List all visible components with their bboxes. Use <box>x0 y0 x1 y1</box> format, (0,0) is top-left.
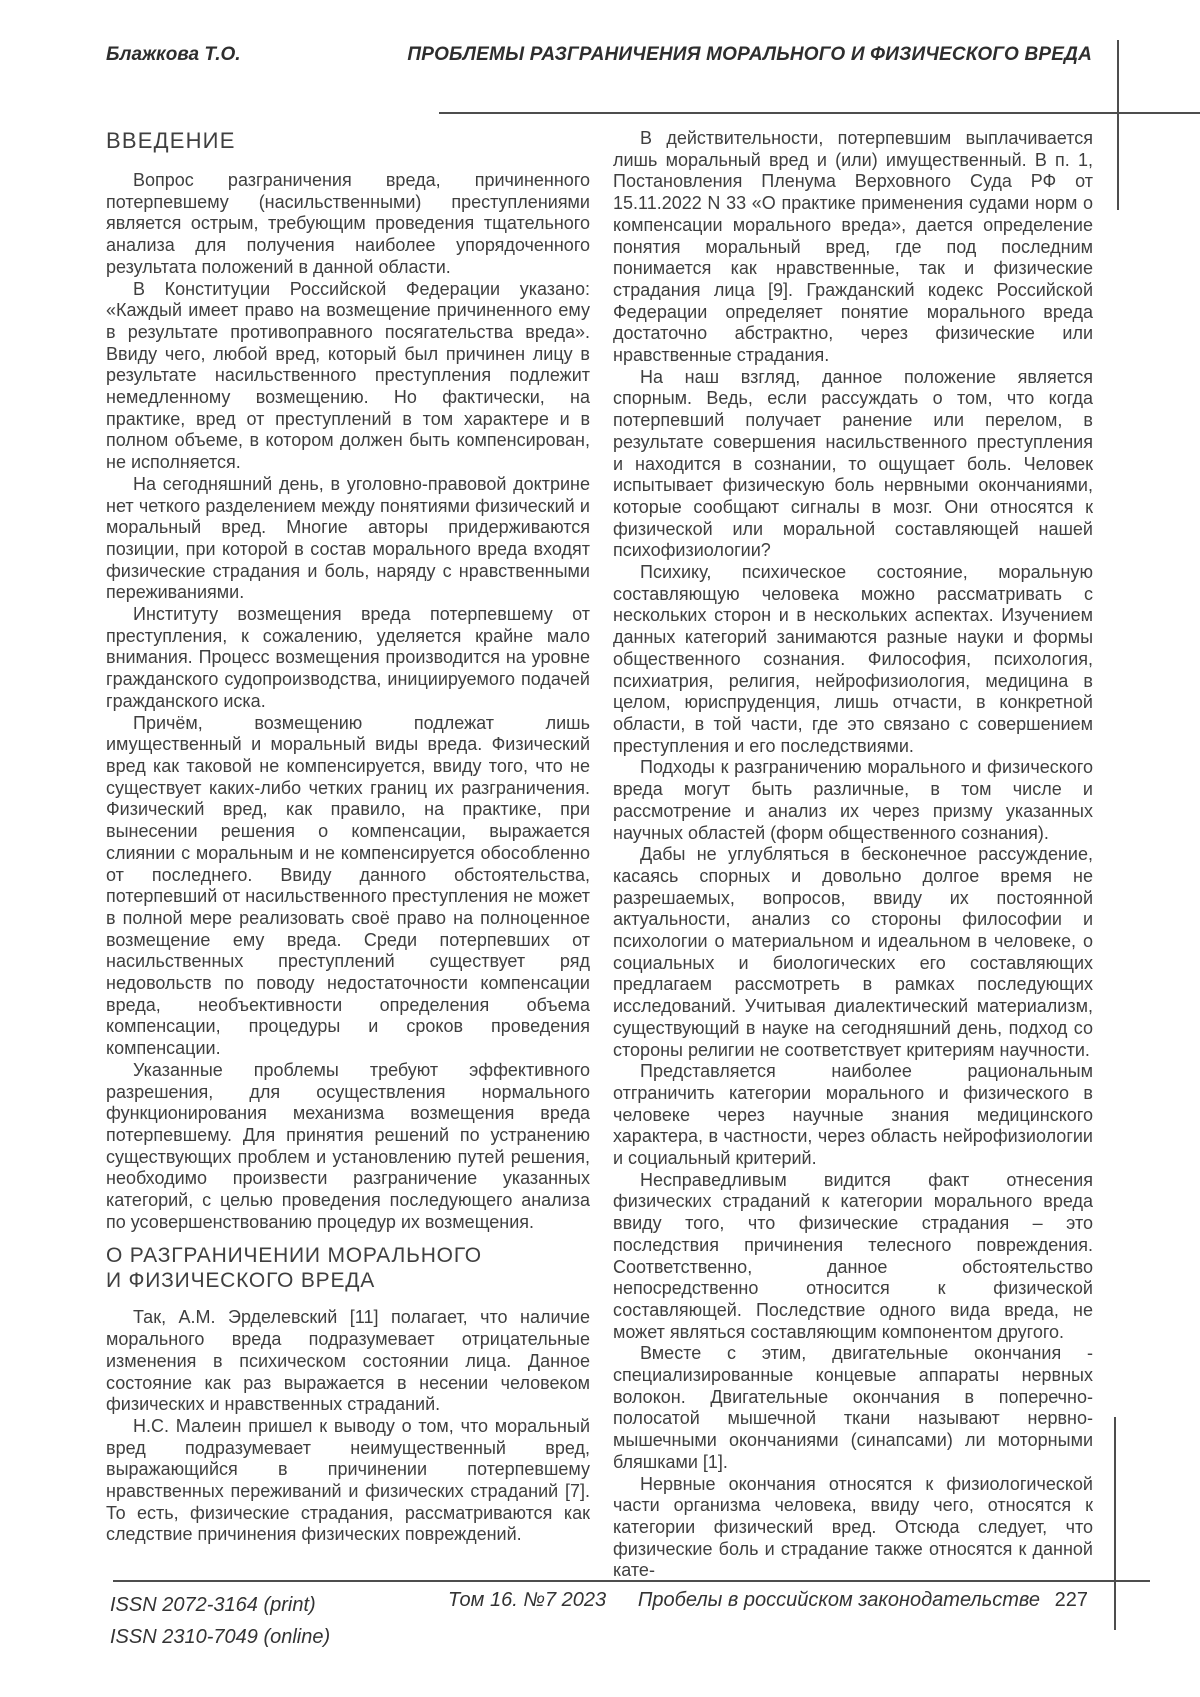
paragraph: В Конституции Российской Федерации указано: «Каждый имеет право на возмещение причиненного ему в результате противоправного посягательства вреда». Ввиду чего, любой вред, который был причинен лицу в результате насильственного преступления подлежит немедленному возмещению. Но фактически, на практике, вред от преступлений в том характере и в полном объеме, в котором должен быть компенсирован, не исполняется. <box>106 278 590 473</box>
header-rule <box>439 112 1200 114</box>
paragraph: Институту возмещения вреда потерпевшему от преступления, к сожалению, уделяется крайне мало внимания. Процесс возмещения производится на уровне гражданского судопроизводства, инициируемого подачей гражданского иска. <box>106 604 590 711</box>
right-column <box>613 128 1093 1582</box>
footer-issn-print: ISSN 2072-3164 (print) <box>110 1594 316 1616</box>
paragraph: Дабы не углубляться в бесконечное рассуждение, касаясь спорных и довольно долгое время не разрешаемых, вопросов, ввиду их постоянной актуальности, анализ со стороны философии и психологии о материальном и идеальном в человеке, о социальных и биологических его составляющих предлагаем рассмотреть в рамках последующих исследований. Учитывая диалектический материализм, существующий в науке на сегодняшний день, подход со стороны религии не соответствует критериям научности. <box>613 844 1093 1060</box>
left-column <box>106 128 590 1582</box>
paragraph: Несправедливым видится факт отнесения физических страданий к категории морального вреда ввиду того, что физические страдания – это последствия причинения телесного повреждения. Соответственно, данное обстоятельство непосредственно относится к физической составляющей. Последствие одного вида вреда, не может являться составляющим компонентом другого. <box>613 1169 1093 1342</box>
footer-journal-title: Пробелы в российском законодательстве <box>637 1589 1040 1611</box>
paragraph: На сегодняшний день, в уголовно-правовой доктрине нет четкого разделением между понятиями физический и моральный вред. Многие авторы придерживаются позиции, при которой в состав морального вреда входят физические страдания и боль, наряду с нравственными переживаниями. <box>106 473 590 603</box>
column-divider-bottom <box>1114 1417 1116 1630</box>
column-divider-top <box>1117 40 1119 210</box>
footer-volume: Том 16. №7 2023 <box>448 1589 607 1611</box>
paragraph: На наш взгляд, данное положение является спорным. Ведь, если рассуждать о том, что когда потерпевший получает ранение или перелом, в результате совершения насильственного преступления и находится в сознании, то ощущает боль. Человек испытывает физическую боль нервными окончаниями, которые сообщают сигналы в мозг. Они относятся к физической или моральной составляющей нашей психофизиологии? <box>613 366 1093 561</box>
paragraph: Представляется наиболее рациональным отграничить категории морального и физического в человеке через научные знания медицинского характера, в частности, через область нейрофизиологии и социальный критерий. <box>613 1061 1093 1169</box>
running-header-title: ПРОБЛЕМЫ РАЗГРАНИЧЕНИЯ МОРАЛЬНОГО И ФИЗИЧЕСКОГО ВРЕДА <box>407 44 1092 65</box>
paragraph: Так, А.М. Эрделевский [11] полагает, что наличие морального вреда подразумевает отрицательные изменения в психическом состоянии лица. Данное состояние как раз выражается в несении человеком физических и нравственных страданий. <box>106 1307 590 1415</box>
paragraph: Психику, психическое состояние, моральную составляющую человека можно рассматривать с нескольких сторон и в нескольких аспектах. Изучением данных категорий занимаются разные науки и формы общественного сознания. Философия, психология, психиатрия, религия, нейрофизиология, медицина в целом, юриспруденция, лишь отчасти, в конкретной области, в той части, где это связано с совершением преступления и его последствиями. <box>613 562 1093 756</box>
introduction-heading: ВВЕДЕНИЕ <box>106 128 236 153</box>
article-body <box>106 128 1093 1582</box>
footer-issn-online: ISSN 2310-7049 (online) <box>110 1626 331 1648</box>
footer-rule <box>113 1580 1150 1582</box>
paragraph: Н.С. Малеин пришел к выводу о том, что моральный вред подразумевает неимущественный вред, выражающийся в причинении потерпевшему нравственных переживаний и физических страданий [7]. То есть, физические страдания, рассматриваются как следствие причинения физических повреждений. <box>106 1415 590 1545</box>
section-heading-line2: И ФИЗИЧЕСКОГО ВРЕДА <box>106 1269 376 1293</box>
footer-page-number: 227 <box>1054 1589 1088 1611</box>
paragraph: Причём, возмещению подлежат лишь имущественный и моральный виды вреда. Физический вред как таковой не компенсируется, ввиду того, что не существует каких-либо четких границ их разграничения. Физический вред, как правило, на практике, при вынесении решения о компенсации, выражается слиянии с моральным и не компенсируется обособленно от последнего. Ввиду данного обстоятельства, потерпевший от насильственного преступления не может в полной мере реализовать своё право на полноценное возмещение ему вреда. Среди потерпевших от насильственных преступлений существует ряд недовольств по поводу недостаточности компенсации вреда, необъективности определения объема компенсации, процедуры и сроков проведения компенсации. <box>106 712 590 1059</box>
section-heading-line1: О РАЗГРАНИЧЕНИИ МОРАЛЬНОГО <box>106 1244 482 1268</box>
paragraph: Подходы к разграничению морального и физического вреда могут быть различные, в том числе и рассмотрение и анализ их через призму указанных научных областей (форм общественного сознания). <box>613 757 1093 843</box>
paragraph: В действительности, потерпевшим выплачивается лишь моральный вред и (или) имущественный. В п. 1, Постановления Пленума Верховного Суда РФ от 15.11.2022 N 33 «О практике применения судами норм о компенсации морального вреда», дается определение понятия моральный вред, где под последним понимается как нравственные, так и физические страдания лица [9]. Гражданский кодекс Российской Федерации определяет понятие морального вреда достаточно абстрактно, через физические или нравственные страдания. <box>613 128 1093 366</box>
running-header-author: Блажкова Т.О. <box>106 44 241 65</box>
paragraph: Вместе с этим, двигательные окончания - специализированные концевые аппараты нервных волокон. Двигательные окончания в поперечно-полосатой мышечной ткани называют нервно-мышечными окончаниями (синапсами) ли моторными бляшками [1]. <box>613 1343 1093 1472</box>
paragraph: Вопрос разграничения вреда, причиненного потерпевшему (насильственными) преступлениями является острым, требующим проведения тщательного анализа для получения наиболее упорядоченного результата положений в данной области. <box>106 170 590 277</box>
paragraph: Нервные окончания относятся к физиологической части организма человека, ввиду чего, относятся к категории физический вред. Отсюда следует, что физические боль и страдание также относятся к данной кате- <box>613 1473 1093 1581</box>
section-heading <box>106 1243 590 1293</box>
footer-issn <box>110 1589 330 1653</box>
paragraph: Указанные проблемы требуют эффективного разрешения, для осуществления нормального функционирования механизма возмещения вреда потерпевшему. Для принятия решений по устранению существующих проблем и установлению путей решения, необходимо произвести разграничение указанных категорий, с целью проведения последующего анализа по усовершенствованию процедур их возмещения. <box>106 1059 590 1232</box>
